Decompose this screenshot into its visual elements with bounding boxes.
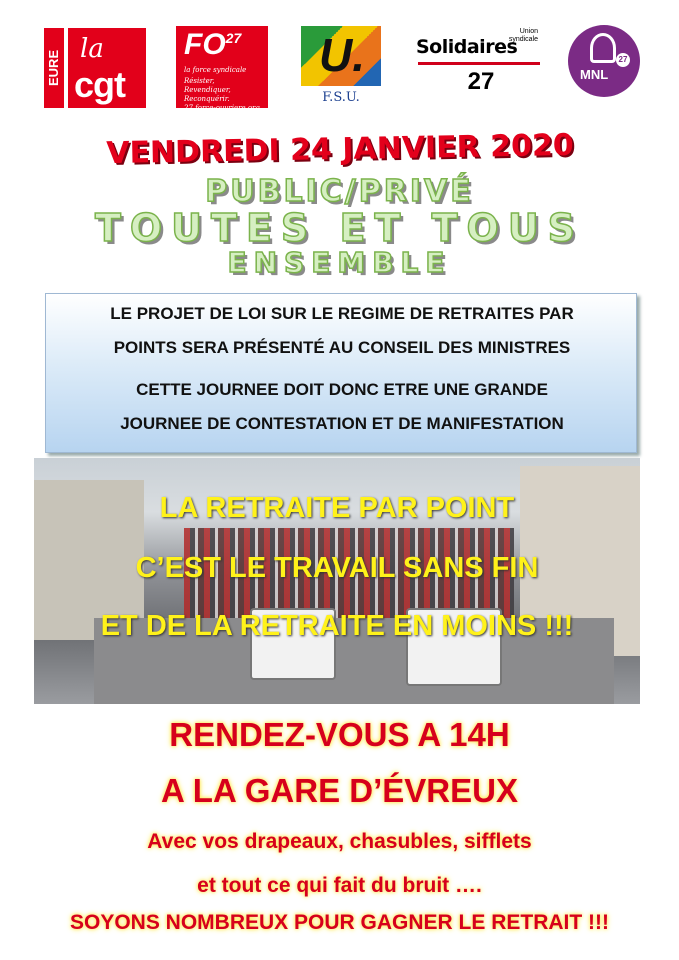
- fo-logo: [176, 26, 268, 112]
- rendezvous-noise: et tout ce qui fait du bruit ….: [197, 874, 482, 897]
- mnl-logo: [568, 25, 640, 97]
- rendezvous-time: RENDEZ-VOUS A 14H: [169, 716, 510, 753]
- solidaires-underline: [418, 62, 540, 65]
- headline-ensemble: ENSEMBLE: [227, 246, 452, 279]
- info-box: [45, 293, 637, 453]
- event-date: VENDREDI 24 JANVIER 2020: [106, 127, 574, 172]
- cgt-name: cgt: [74, 64, 125, 105]
- cgt-side-label: EURE: [44, 28, 64, 108]
- info-line-3: CETTE JOURNEE DOIT DONC ETRE UNE GRANDE: [136, 380, 548, 399]
- solidaires-union-label: Union syndicale: [508, 28, 538, 43]
- solidaires-name: Solidaires: [416, 36, 518, 58]
- info-line-2: POINTS SERA PRÉSENTÉ AU CONSEIL DES MINISTRES: [113, 338, 571, 357]
- demonstration-photo: [34, 458, 640, 704]
- mnl-number: 27: [616, 53, 630, 67]
- solidaires-logo: [414, 26, 548, 106]
- info-line-4: JOURNEE DE CONTESTATION ET DE MANIFESTATION: [120, 414, 564, 433]
- rendezvous-call: SOYONS NOMBREUX POUR GAGNER LE RETRAIT !!!: [69, 911, 610, 934]
- fsu-label: F.S.U.: [322, 90, 360, 105]
- photo-slogan-2: C’EST LE TRAVAIL SANS FIN: [135, 552, 539, 584]
- mnl-figure-icon: [590, 33, 616, 63]
- cgt-la-text: la: [80, 34, 104, 64]
- headline-toutes-et-tous: TOUTES ET TOUS: [94, 206, 585, 250]
- fo-name: FO$^{27}$: [184, 28, 242, 61]
- fsu-mark: U.: [301, 26, 381, 86]
- info-line-1: LE PROJET DE LOI SUR LE REGIME DE RETRAITES PAR: [110, 304, 574, 323]
- headline-public-prive: PUBLIC/PRIVÉ: [205, 174, 474, 209]
- photo-slogan-3: ET DE LA RETRAITE EN MOINS !!!: [100, 610, 574, 642]
- cgt-box: [68, 28, 146, 108]
- rendezvous-bring: Avec vos drapeaux, chasubles, sifflets: [147, 830, 532, 853]
- mnl-name: MNL: [580, 67, 609, 82]
- rendezvous-place: A LA GARE D’ÉVREUX: [161, 772, 518, 809]
- cgt-logo: [44, 28, 146, 108]
- fo-motto: la force syndicale Résister, Revendiquer, Reconquérir. 27.force-ouvriere.org: [184, 66, 260, 112]
- fsu-logo: [297, 26, 385, 110]
- solidaires-number: 27: [467, 68, 495, 95]
- photo-slogan-1: LA RETRAITE PAR POINT: [159, 492, 515, 524]
